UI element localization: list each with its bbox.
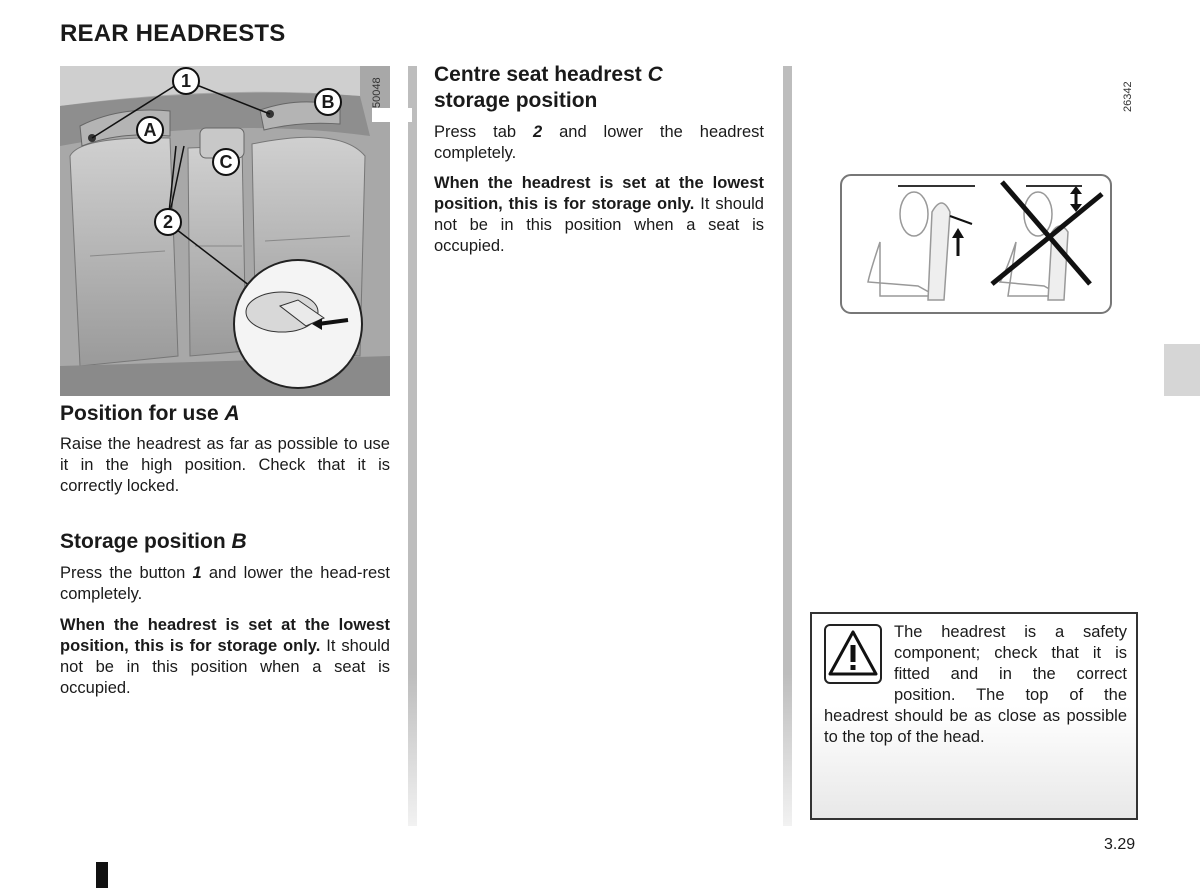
figure-ref-code: 50048 <box>371 77 383 108</box>
callout-2: 2 <box>154 208 182 236</box>
callout-1: 1 <box>172 67 200 95</box>
callout-b: B <box>314 88 342 116</box>
callout-a: A <box>136 116 164 144</box>
page-number: 3.29 <box>1104 836 1136 853</box>
column-divider-left <box>408 66 417 826</box>
paragraph-position-for-use: Raise the headrest as far as possible to use it in the high position. Check that it is correctly locked. <box>60 435 390 495</box>
safety-note-box <box>810 612 1138 820</box>
rear-seat-photo <box>60 66 390 396</box>
paragraph-centre-seat-warning: When the headrest is set at the lowest position, this is for storage only. It should not be in this position when a seat is occupied. <box>434 174 764 255</box>
crop-mark <box>96 862 108 888</box>
chapter-tab <box>1164 344 1200 396</box>
warning-triangle-icon <box>824 624 882 684</box>
paragraph-storage-warning: When the headrest is set at the lowest position, this is for storage only. It should not be in this position when a seat is occupied. <box>60 616 390 697</box>
headrest-position-diagram <box>840 172 1112 316</box>
heading-centre-seat: Centre seat headrest C storage position <box>434 63 663 112</box>
safety-note-text: The headrest is a safety component; check that it is fitted and in the correct position. The top of the headrest should be as close as possible to the top of the head. <box>824 623 1127 746</box>
rear-seat-illustration <box>60 66 390 396</box>
paragraph-storage-position: Press the button 1 and lower the head-rest completely. <box>60 564 390 603</box>
diagram-ref-code: 26342 <box>1122 81 1134 112</box>
heading-storage-position: Storage position B <box>60 530 247 553</box>
callout-c: C <box>212 148 240 176</box>
heading-position-for-use: Position for use A <box>60 402 240 425</box>
column-divider-right <box>783 66 792 826</box>
page-title: REAR HEADRESTS <box>60 20 286 47</box>
paragraph-centre-seat: Press tab 2 and lower the headrest completely. <box>434 123 764 162</box>
